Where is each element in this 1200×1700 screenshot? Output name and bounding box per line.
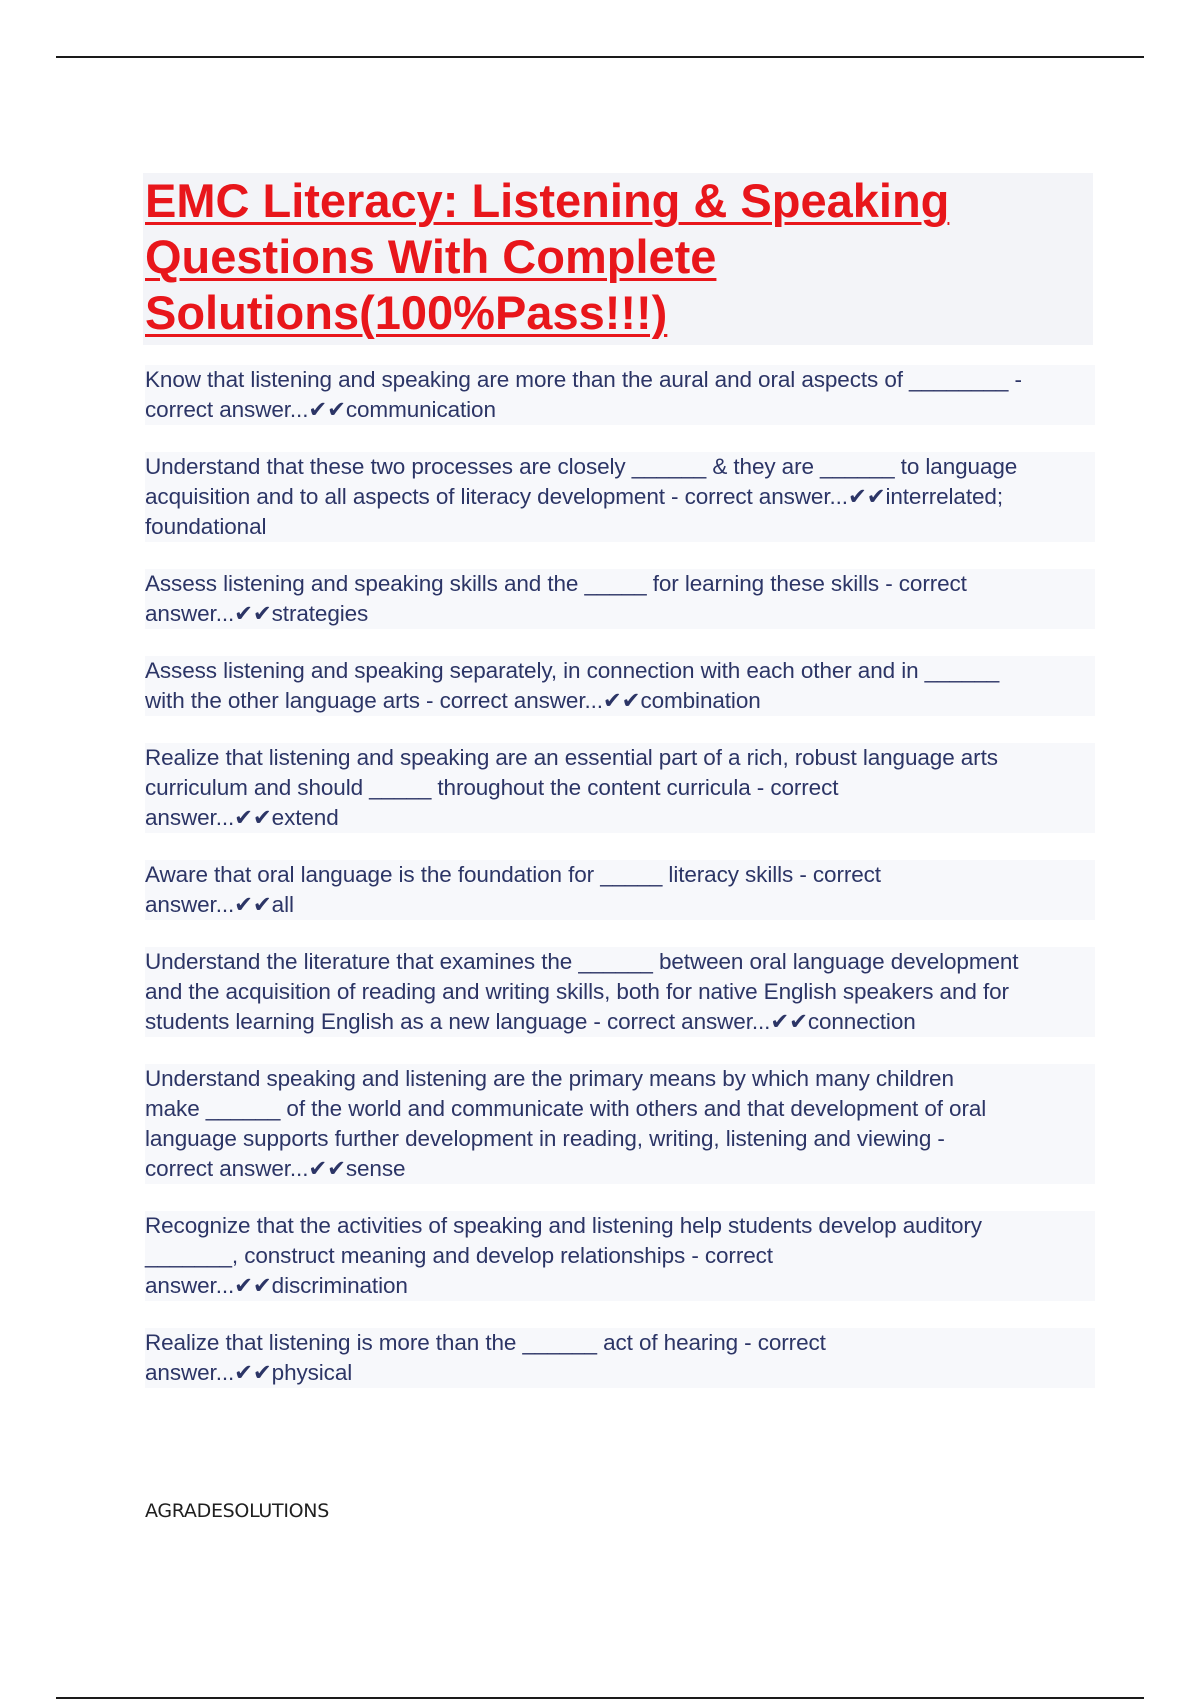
qa-item: Realize that listening and speaking are an essential part of a rich, robust language arts curriculum and should _____ throughout the content curricula - correct answer...✔✔extend (145, 743, 1095, 833)
qa-item: Understand that these two processes are closely ______ & they are ______ to language acquisition and to all aspects of literacy development - correct answer...✔✔interrelated; foundational (145, 452, 1095, 542)
qa-item: Recognize that the activities of speaking and listening help students develop auditory _______, construct meaning and develop relationships - correct answer...✔✔discrimination (145, 1211, 1095, 1301)
title-block (143, 173, 1093, 345)
qa-item: Know that listening and speaking are more than the aural and oral aspects of ________ - correct answer...✔✔communication (145, 365, 1095, 425)
top-divider (56, 56, 1144, 58)
qa-item: Assess listening and speaking separately, in connection with each other and in ______ with the other language arts - correct answer...✔✔combination (145, 656, 1095, 716)
document-title: EMC Literacy: Listening & Speaking Questions With Complete Solutions(100%Pass!!!) (145, 174, 950, 339)
qa-item: Aware that oral language is the foundation for _____ literacy skills - correct answer...✔✔all (145, 860, 1095, 920)
qa-item: Realize that listening is more than the ______ act of hearing - correct answer...✔✔physical (145, 1328, 1095, 1388)
footer-brand: AGRADESOLUTIONS (145, 1500, 329, 1522)
qa-item: Understand the literature that examines the ______ between oral language development and the acquisition of reading and writing skills, both for native English speakers and for students learning English as a new language - correct answer...✔✔connection (145, 947, 1095, 1037)
bottom-divider (56, 1697, 1144, 1699)
qa-item: Understand speaking and listening are the primary means by which many children make ______ of the world and communicate with others and that development of oral language supports further development in reading, writing, listening and viewing - correct answer...✔✔sense (145, 1064, 1095, 1184)
qa-item: Assess listening and speaking skills and the _____ for learning these skills - correct answer...✔✔strategies (145, 569, 1095, 629)
question-answer-list (145, 365, 1095, 1415)
